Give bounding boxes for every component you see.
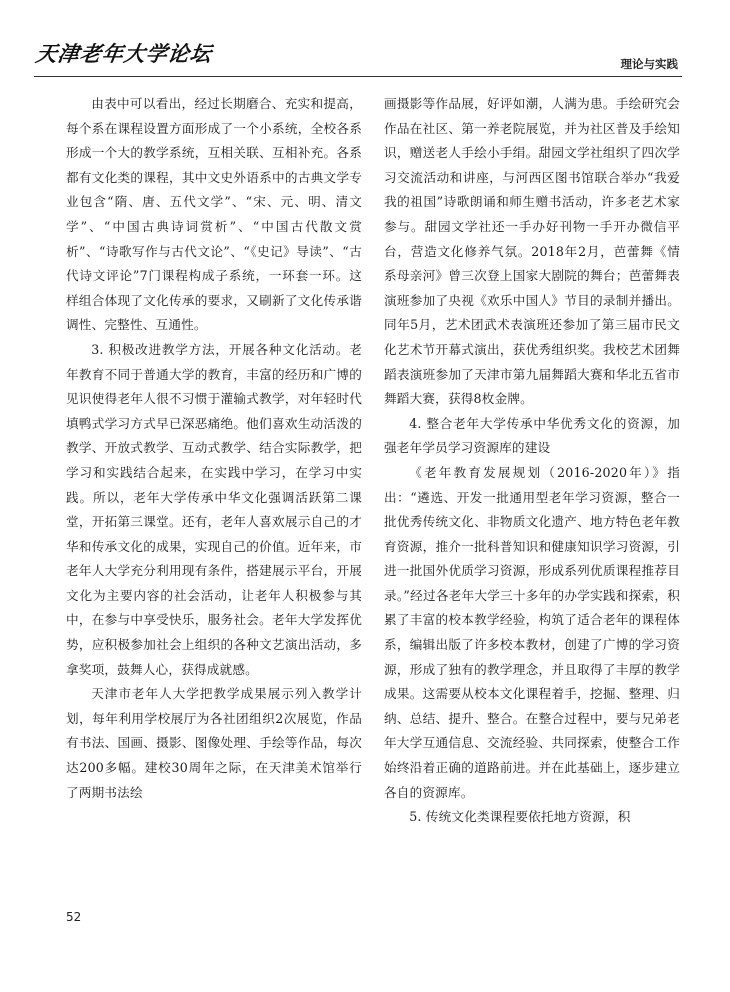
section-heading: 5. 传统文化类课程要依托地方资源，积 (409, 809, 631, 825)
paragraph: 画摄影等作品展，好评如潮，人满为患。手绘研究会作品在社区、第一养老院展览，并为社区普及手绘知识，赠送老人手绘小手绢。甜园文学社组织了四次学习交流活动和讲座，与河西区图书馆联合举办“我爱我的祖国”诗歌朗诵和师生赠书活动，许多老艺术家参与。甜园文学社还一手办好刊物一手开办微信平台，营造文化修养气氛。2018年2月，芭蕾舞《情系母亲河》曾三次登上国家大剧院的舞台；芭蕾舞表演班参加了央视《欢乐中国人》节目的录制并播出。同年5月，艺术团武术表演班还参加了第三届市民文化艺术节开幕式演出，获优秀组织奖。我校艺术团舞蹈表演班参加了天津市第九届舞蹈大赛和华北五省市舞蹈大赛，获得8枚金牌。 (384, 96, 680, 407)
header-rule (34, 76, 682, 77)
paragraph: 3. 积极改进教学方法，开展各种文化活动。老年教育不同于普通大学的教育，丰富的经历和广博的见识使得老年人很不习惯于灌输式教学，对年轻时代填鸭式学习方式早已深恶痛绝。他们喜欢生动活泼的教学、开放式教学、互动式教学、结合实际教学，把学习和实践结合起来，在实践中学习，在学习中实践。所以，老年大学传承中华文化强调活跃第二课堂，开拓第三课堂。还有，老年人喜欢展示自己的才华和传承文化的成果，实现自己的价值。近年来，市老年人大学充分利用现有条件，搭建展示平台，开展文化为主要内容的社会活动，让老年人积极参与其中，在参与中享受快乐，服务社会。老年大学发挥优势，应积极参加社会上组织的各种文艺演出活动，多拿奖项，鼓舞人心，获得成就感。 (66, 341, 362, 677)
right-column (384, 92, 680, 830)
paragraph: 《老年教育发展规划（2016-2020年）》指出：“遴选、开发一批通用型老年学习资源，整合一批优秀传统文化、非物质文化遗产、地方特色老年教育资源，推介一批科普知识和健康知识学习资源，引进一批国外优质学习资源，形成系列优质课程推荐目录。”经过各老年大学三十多年的办学实践和探索，积累了丰富的校本教学经验，构筑了适合老年的课程体系，编辑出版了许多校本教材，创建了广博的学习资源，形成了独有的教学理念，并且取得了丰厚的教学成果。这需要从校本文化课程着手，挖掘、整理、归纳、总结、提升、整合。在整合过程中，要与兄弟老年大学互通信息、交流经验、共同探索，使整合工作始终沿着正确的道路前进。并在此基础上，逐步建立各自的资源库。 (384, 464, 680, 800)
paragraph: 由表中可以看出，经过长期磨合、充实和提高，每个系在课程设置方面形成了一个小系统，全校各系形成一个大的教学系统，互相关联、互相补充。各系都有文化类的课程，其中文史外语系中的古典文学专业包含“隋、唐、五代文学”、“宋、元、明、清文学”、“中国古典诗词赏析”、“中国古代散文赏析”、“诗歌写作与古代文论”、“《史记》导读”、“古代诗文评论”7门课程构成子系统，一环套一环。这样组合体现了文化传承的要求，又刷新了文化传承谐调性、完整性、互通性。 (66, 96, 362, 333)
section-heading: 4. 整合老年大学传承中华优秀文化的资源，加强老年学员学习资源库的建设 (384, 415, 680, 456)
section-label: 理论与实践 (620, 57, 678, 71)
left-column (66, 92, 362, 805)
journal-logo: 天津老年大学论坛 (34, 41, 214, 66)
paragraph: 天津市老年人大学把教学成果展示列入教学计划，每年利用学校展厅为各社团组织2次展览，作品有书法、国画、摄影、图像处理、手绘等作品，每次达200多幅。建校30周年之际，在天津美术馆举行了两期书法绘 (66, 686, 362, 800)
page-number: 52 (66, 910, 82, 924)
page-header (34, 30, 682, 76)
